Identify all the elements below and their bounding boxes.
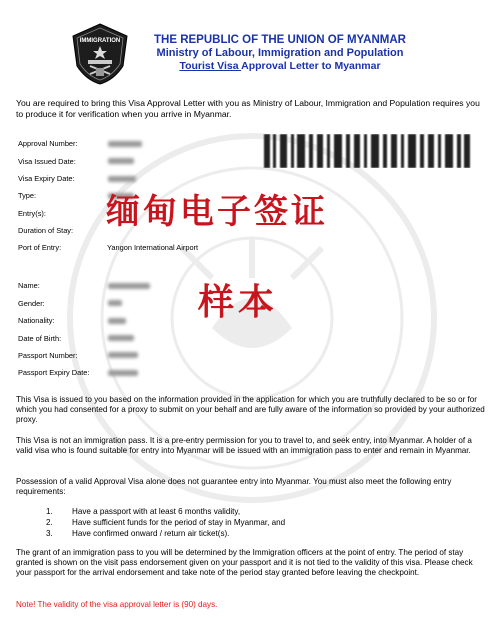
port-of-entry-value: Yangon International Airport	[107, 243, 199, 252]
duration-of-stay-label: Duration of Stay:	[18, 226, 74, 235]
port-of-entry-label: Port of Entry:	[18, 243, 62, 252]
immigration-emblem-icon	[70, 22, 130, 86]
requirement-number: 1.	[46, 507, 53, 516]
paragraph-immigration-pass: The grant of an immigration pass to you will be determined by the Immigration officers at the point of entry. The period of stay granted is shown on the visit pass endorsement given on your passport and it is not tied to the validity of this visa. Please check your passport for the arrival endorsement and take note of the period stay granted before leaving the checkpoint.	[16, 548, 473, 577]
redacted-date-of-birth	[108, 335, 134, 341]
name-label: Name:	[18, 281, 40, 290]
requirement-item	[46, 518, 285, 528]
redacted-expiry-date	[108, 176, 136, 182]
svg-text:IMMIGRATION: IMMIGRATION	[79, 38, 121, 44]
nationality-label: Nationality:	[18, 316, 55, 325]
validity-note: Note! The validity of the visa approval letter is (90) days.	[16, 600, 218, 609]
redacted-passport-expiry	[108, 370, 138, 376]
redacted-name	[108, 283, 150, 289]
approval-number-label: Approval Number:	[18, 139, 78, 148]
redacted-approval-number	[108, 141, 142, 147]
gender-label: Gender:	[18, 299, 45, 308]
sample-stamp: 样本	[198, 281, 279, 323]
requirement-text: Have a passport with at least 6 months validity,	[72, 507, 241, 516]
sample-stamp-title: 缅甸电子签证	[106, 192, 328, 232]
redacted-gender	[108, 300, 122, 306]
passport-number-label: Passport Number:	[18, 351, 78, 360]
entries-label: Entry(s):	[18, 209, 46, 218]
ministry-title: Ministry of Labour, Immigration and Population	[156, 47, 404, 59]
country-title: THE REPUBLIC OF THE UNION OF MYANMAR	[154, 34, 406, 46]
paragraph-not-immigration-pass: This Visa is not an immigration pass. It is a pre-entry permission for you to travel to, and seek entry, into Myanmar. A holder of a valid visa who is found suitable for entry into Myanmar will be issued with an immigration pass to enter and remain in Myanmar.	[16, 436, 472, 455]
letter-title	[140, 60, 420, 73]
visa-expiry-date-label: Visa Expiry Date:	[18, 174, 75, 183]
letter-title-underlined: Tourist Visa	[179, 60, 242, 72]
requirement-text: Have confirmed onward / return air ticket(s).	[72, 529, 230, 538]
letter-title-rest: Approval Letter to Myanmar	[241, 60, 381, 72]
requirement-text: Have sufficient funds for the period of stay in Myanmar, and	[72, 518, 286, 527]
type-label: Type:	[18, 191, 37, 200]
requirement-number: 3.	[46, 529, 53, 538]
barcode-icon	[262, 134, 472, 168]
passport-expiry-label: Passport Expiry Date:	[18, 368, 90, 377]
requirement-item	[46, 529, 229, 539]
requirement-item	[46, 507, 240, 517]
paragraph-entry-requirements: Possession of a valid Approval Visa alone does not guarantee entry into Myanmar. You must also meet the following entry requirements:	[16, 477, 452, 496]
redacted-passport-number	[108, 352, 138, 358]
redacted-issued-date	[108, 158, 134, 164]
redacted-nationality	[108, 318, 126, 324]
date-of-birth-label: Date of Birth:	[18, 334, 62, 343]
requirement-number: 2.	[46, 518, 53, 527]
paragraph-visa-basis: This Visa is issued to you based on the information provided in the application for which you are truthfully declared to be so or for which you had consented for a proxy to submit on your behalf and are fully aware of the information so provided by your authorized proxy.	[16, 395, 485, 424]
visa-issued-date-label: Visa Issued Date:	[18, 157, 76, 166]
intro-text: You are required to bring this Visa Approval Letter with you as Ministry of Labour, Immigration and Population requires you to produce it for verification when you arrive in Myanmar.	[16, 98, 480, 119]
